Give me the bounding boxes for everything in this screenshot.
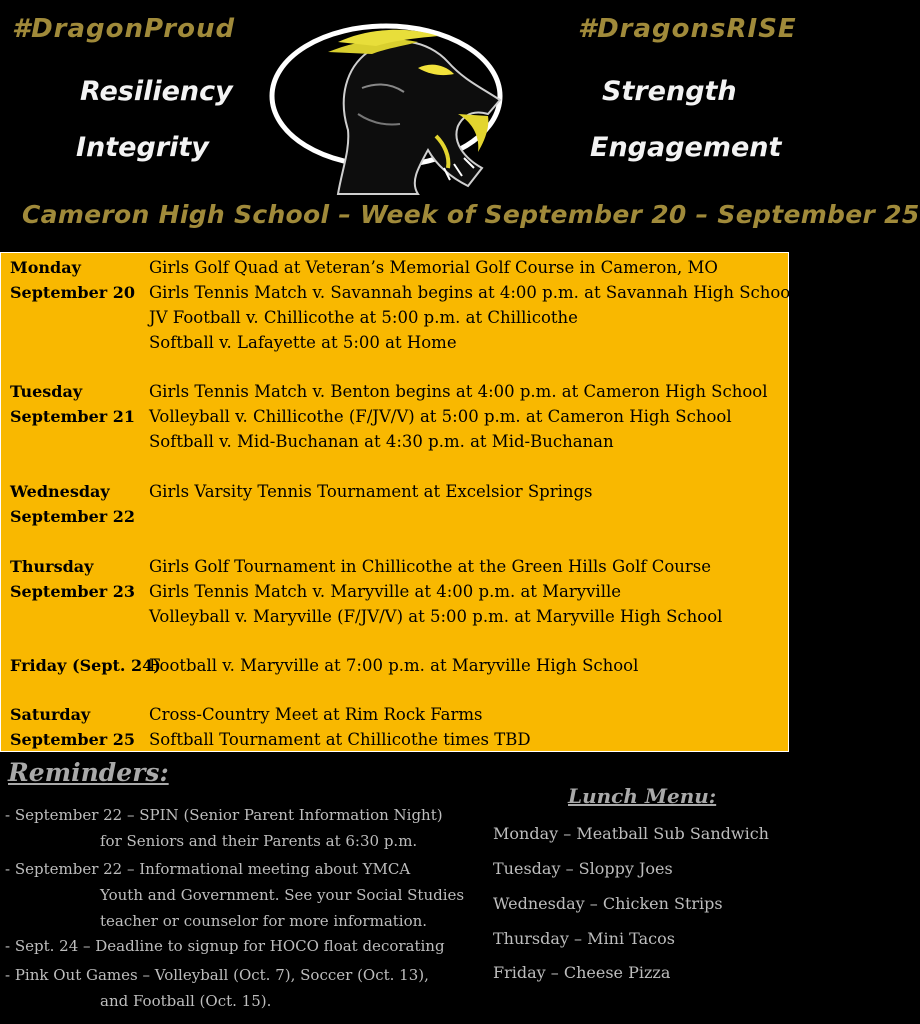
lunch-item-wednesday: Wednesday – Chicken Strips [493,894,723,913]
value-strength: Strength [602,76,737,107]
day-label: Saturday September 25 [10,705,136,749]
day-label: Wednesday September 22 [10,482,136,526]
day-label: Tuesday September 21 [10,382,136,426]
event: Cross-Country Meet at Rim Rock Farms [149,705,483,724]
event: Volleyball v. Maryville (F/JV/V) at 5:00 p.m. at Maryville High School [149,607,723,626]
events [149,479,593,504]
schedule-table [0,252,796,752]
dragon-head-icon [268,18,530,196]
school-week-heading: Cameron High School – Week of September 20 – September 25 [22,200,920,229]
event: Girls Varsity Tennis Tournament at Excelsior Springs [149,482,593,501]
events [149,653,638,678]
value-resiliency: Resiliency [80,76,233,107]
hashtag-right: #DragonsRISE [578,14,797,44]
lunch-item-friday: Friday – Cheese Pizza [493,963,671,982]
reminder-item: - September 22 – SPIN (Senior Parent Information Night) for Seniors and their Parents at 6:30 p.m. [5,806,443,850]
event: JV Football v. Chillicothe at 5:00 p.m. at Chillicothe [149,308,578,327]
events [149,554,722,629]
lunch-item-thursday: Thursday – Mini Tacos [493,929,675,948]
event: Softball v. Lafayette at 5:00 at Home [149,333,457,352]
event: Girls Golf Tournament in Chillicothe at the Green Hills Golf Course [149,557,712,576]
lunch-item-tuesday: Tuesday – Sloppy Joes [493,859,673,878]
day-label: Thursday September 23 [10,557,136,601]
event: Girls Tennis Match v. Benton begins at 4:00 p.m. at Cameron High School [149,382,768,401]
hashtag-left: #DragonProud [12,14,236,44]
header [0,0,920,250]
event: Football v. Maryville at 7:00 p.m. at Maryville High School [149,656,639,675]
reminder-item: - Pink Out Games – Volleyball (Oct. 7), Soccer (Oct. 13), and Football (Oct. 15). [5,966,429,1010]
reminder-item: - Sept. 24 – Deadline to signup for HOCO float decorating [5,937,445,955]
lunch-item-monday: Monday – Meatball Sub Sandwich [493,824,769,843]
event: Softball v. Mid-Buchanan at 4:30 p.m. at Mid-Buchanan [149,432,614,451]
reminders-title: Reminders: [8,758,169,787]
event: Girls Tennis Match v. Savannah begins at 4:00 p.m. at Savannah High School [149,283,796,302]
event: Girls Tennis Match v. Maryville at 4:00 p.m. at Maryville [149,582,622,601]
reminder-item: - September 22 – Informational meeting about YMCA Youth and Government. See your Social Studies teacher or counselor for more information. [5,860,465,930]
events [149,379,768,454]
value-engagement: Engagement [590,132,782,163]
day-label: Monday September 20 [10,258,136,302]
day-label: Friday (Sept. 24) [10,656,161,675]
event: Girls Golf Quad at Veteran’s Memorial Golf Course in Cameron, MO [149,258,718,277]
event: Volleyball v. Chillicothe (F/JV/V) at 5:00 p.m. at Cameron High School [149,407,732,426]
events [149,255,796,355]
lunch-menu-title: Lunch Menu: [568,784,717,808]
events [149,702,531,752]
event: Softball Tournament at Chillicothe times TBD [149,730,531,749]
value-integrity: Integrity [76,132,209,163]
